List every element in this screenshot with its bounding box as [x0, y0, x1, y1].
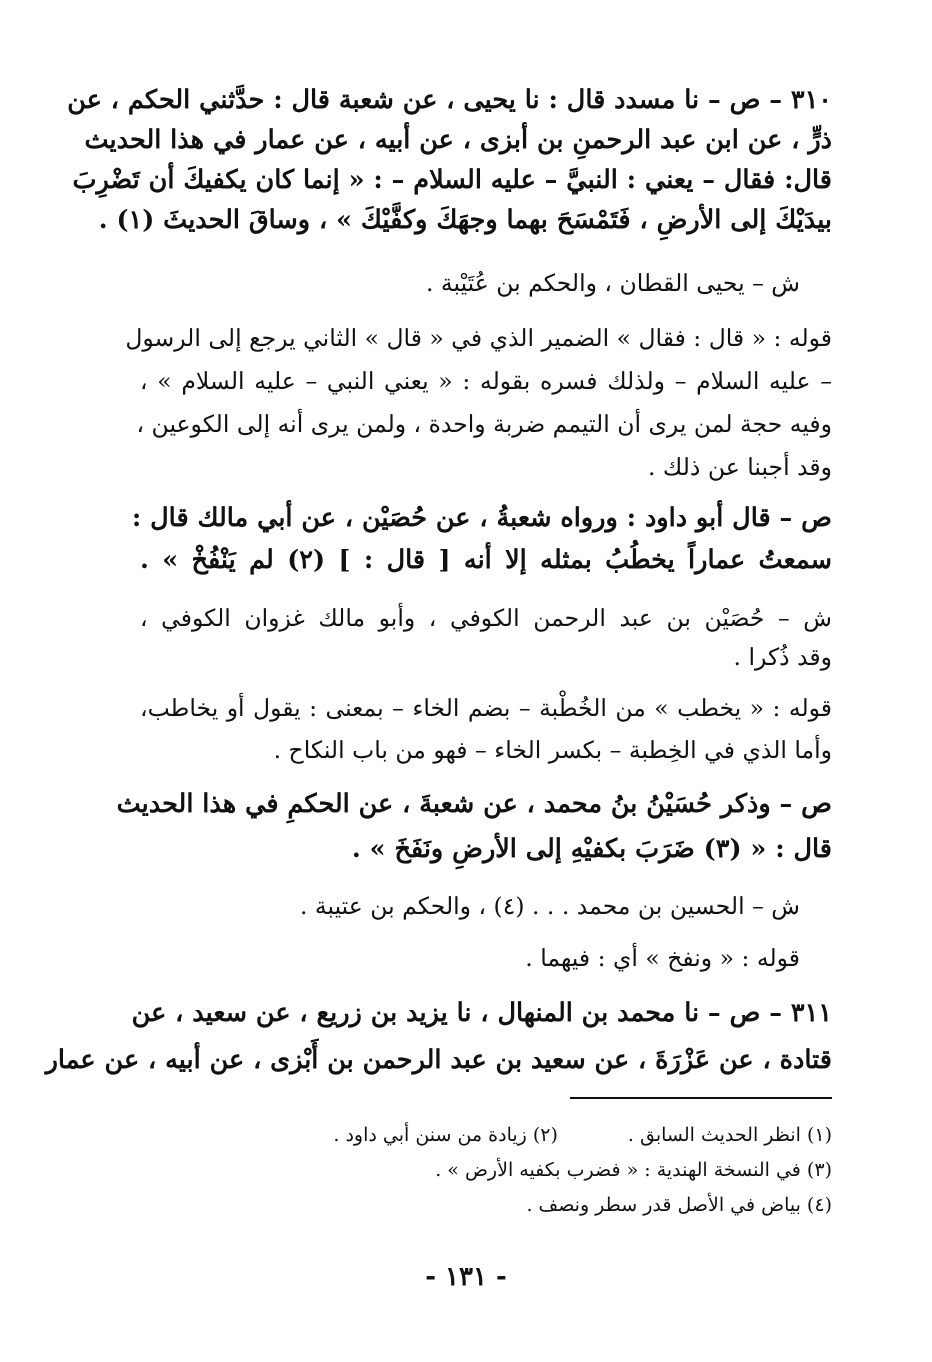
footnote-row-1 [140, 1120, 832, 1150]
footnote-1: (١) انظر الحديث السابق . [627, 1124, 832, 1146]
hadith-310-line-2: ذرٍّ ، عن ابن عبد الرحمنِ بن أبزى ، عن أبيه ، عن عمار في هذا الحديث [84, 125, 832, 155]
hadith-310-line-1: ٣١٠ – ص – نا مسدد قال : نا يحيى ، عن شعبة قال : حدَّثني الحكم ، عن [67, 85, 832, 115]
qawluhu-2-line-1: قوله : « يخطب » من الخُطْبة – بضم الخاء – بمعنى : يقول أو يخاطب، [140, 694, 832, 722]
page-number: - ١٣١ - [425, 1262, 507, 1292]
qawluhu-2-line-2: وأما الذي في الخِطبة – بكسر الخاء – فهو من باب النكاح . [273, 736, 832, 764]
qawluhu-1-line-2: – عليه السلام – ولذلك فسره بقوله : « يعني النبي – عليه السلام » ، [140, 367, 832, 395]
hadith-310-line-4: بيدَيْكَ إلى الأرضِ ، فَتَمْسَحَ بهما وجهَكَ وكفَّيْكَ » ، وساقَ الحديثَ (١) . [98, 205, 832, 235]
sharh-2-line-2: وقد ذُكرا . [733, 643, 832, 671]
qawluhu-1-line-3: وفيه حجة لمن يرى أن التيمم ضربة واحدة ، ولمن يرى أنه إلى الكوعين ، [136, 410, 832, 438]
hadith-311-line-1: ٣١١ – ص – نا محمد بن المنهال ، نا يزيد بن زريع ، عن سعيد ، عن [131, 998, 832, 1028]
abu-dawud-2-line-1: ص – وذكر حُسَيْنُ بنُ محمد ، عن شعبةَ ، عن الحكمِ في هذا الحديث [116, 789, 832, 819]
footnote-separator [570, 1097, 832, 1099]
footnote-4: (٤) بياض في الأصل قدر سطر ونصف . [526, 1194, 832, 1216]
footnote-3: (٣) في النسخة الهندية : « فضرب بكفيه الأرض » . [435, 1159, 832, 1181]
abu-dawud-1-line-1: ص – قال أبو داود : ورواه شعبةُ ، عن حُصَيْن ، عن أبي مالك قال : [131, 503, 832, 533]
hadith-311-line-2: قتادة ، عن عَزْرَةَ ، عن سعيد بن عبد الرحمن بن أَبْزى ، عن أبيه ، عن عمار [45, 1045, 832, 1075]
qawluhu-3-line-1: قوله : « ونفخ » أي : فيهما . [525, 944, 800, 972]
sharh-2-line-1: ش – حُصَيْن بن عبد الرحمن الكوفي ، وأبو مالك غزوان الكوفي ، [140, 604, 832, 632]
hadith-310-line-3: قال: فقال – يعني : النبيَّ – عليه السلام – : « إنما كان يكفيكَ أن تَضْرِبَ [72, 165, 832, 195]
sharh-3-line-1: ش – الحسين بن محمد . . . (٤) ، والحكم بن عتيبة . [299, 892, 800, 920]
abu-dawud-1-line-2: سمعتُ عماراً يخطُبُ بمثله إلا أنه [ قال : ] (٢) لم يَنْفُخْ » . [140, 545, 832, 575]
sharh-1-line-1: ش – يحيى القطان ، والحكم بن عُتَيْبة . [425, 269, 800, 297]
qawluhu-1-line-4: وقد أجبنا عن ذلك . [647, 453, 832, 481]
qawluhu-1-line-1: قوله : « قال : فقال » الضمير الذي في « قال » الثاني يرجع إلى الرسول [125, 324, 832, 352]
footnote-2: (٢) زيادة من سنن أبي داود . [333, 1124, 558, 1146]
abu-dawud-2-line-2: قال : « (٣) ضَرَبَ بكفيْهِ إلى الأرضِ ونَفَخَ » . [351, 834, 832, 864]
